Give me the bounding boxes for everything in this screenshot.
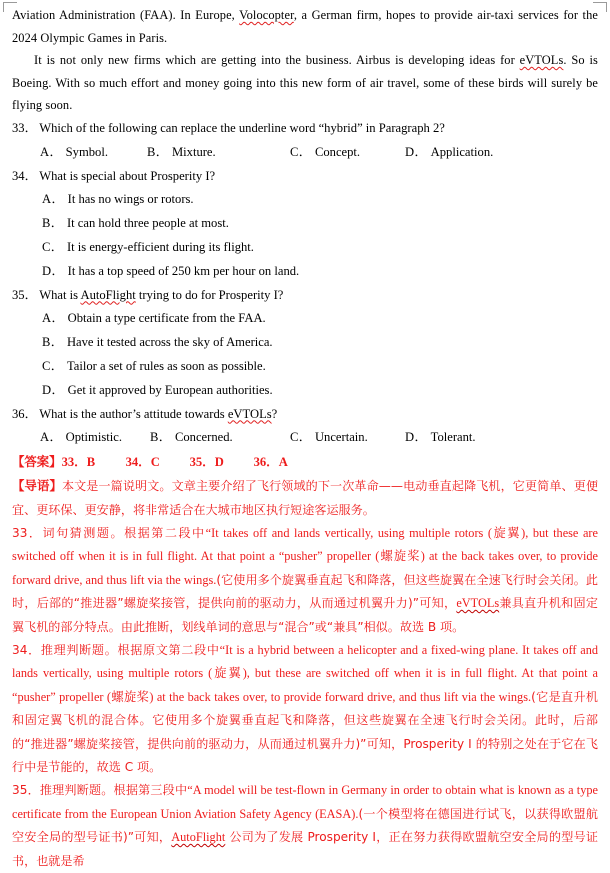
passage2-text-after-spell: . So is Boeing. With so much effort and money going into this new form of air travel, some of these birds will surely be flying soon. (12, 53, 598, 113)
question-33-number: 33． (12, 120, 38, 135)
spellcheck-word-volocopter: Volocopter (239, 8, 294, 22)
option-35-d[interactable]: D． Get it approved by European authorities. (42, 382, 273, 397)
analysis-34-quote-cn: (它是直升机和固定翼飞机的混合体。它使用多个旋翼垂直起飞和降落，但这些旋翼在全速飞行时会关闭。此时，后部的“推进器”螺旋桨接管，提供向前的驱动力，从而通过机翼升力)” (12, 689, 598, 751)
analysis-34-type: 推理判断题。 (40, 642, 118, 657)
analysis-34-lead: 根据原文第二段中 (117, 642, 220, 657)
analysis-33-number: 33． (12, 525, 43, 540)
answer-item-33: 33．B (61, 455, 96, 470)
analysis-35-quote-cn: (一个模型将在德国进行试飞，以获得欧盟航空安全局的型号证书)” (12, 806, 598, 845)
option-35-a[interactable]: A． Obtain a type certificate from the FAA. (42, 311, 266, 326)
answer-section (12, 450, 598, 873)
analysis-35-quote-en: “A model will be test-flown in Germany in order to obtain what is known as a type certificate from the European Union Aviation Safety Agency (EASA). (12, 783, 598, 821)
analysis-35-type: 推理判断题。 (39, 783, 114, 798)
spellcheck-word-autoflight: AutoFlight (80, 287, 136, 302)
analysis-35-tail-post: 公司为了发展 Prosperity I，正在努力获得欧盟航空安全局的型号证书，也就是希 (12, 830, 599, 868)
guide-paragraph (12, 474, 598, 522)
option-36-d[interactable]: D． Tolerant. (405, 430, 476, 445)
analysis-34-number: 34． (12, 642, 41, 657)
question-36-stem-pre: What is the author’s attitude towards (39, 406, 228, 421)
answer-key-tag: 【答案】 (12, 454, 62, 470)
passage-paragraph-2 (12, 49, 598, 117)
question-33 (12, 117, 598, 141)
analysis-34-quote-en: “It is a hybrid between a helicopter and a fixed-wing plane. It takes off and lands vertically, using multiple rotors (旋翼), but these are switched off when it is in full flight. At that point a “pusher” propeller (螺旋桨) at the back takes over, to provide forward drive, and thus lift via the wings. (12, 642, 598, 704)
option-36-a[interactable]: A． Optimistic. (40, 430, 122, 445)
option-34-b[interactable]: B． It can hold three people at most. (42, 216, 229, 231)
option-34-c[interactable]: C． It is energy-efficient during its flight. (42, 239, 254, 254)
option-36-c[interactable]: C． Uncertain. (290, 430, 368, 445)
option-33-d[interactable]: D． Application. (405, 144, 494, 159)
analysis-33-lead: 根据第二段中 (124, 525, 206, 540)
option-35-c[interactable]: C． Tailor a set of rules as soon as possible. (42, 358, 266, 373)
option-36-b[interactable]: B． Concerned. (150, 430, 233, 445)
option-35-b[interactable]: B． Have it tested across the sky of America. (42, 335, 273, 350)
analysis-35-number: 35． (12, 783, 40, 798)
answer-key-line (12, 450, 598, 474)
answer-item-35: 35．D (189, 455, 224, 470)
question-36-number: 36． (12, 406, 38, 421)
question-35 (12, 284, 598, 308)
question-34 (12, 165, 598, 189)
analysis-33-tail-pre: 可知， (419, 596, 457, 611)
question-36 (12, 403, 598, 427)
guide-text: 本文是一篇说明文。文章主要介绍了飞行领域的下一次革命——电动垂直起降飞机，它更简单、更便宜、更环保、更安静，将非常适合在大城市地区执行短途客运服务。 (12, 479, 598, 517)
question-34-stem: What is special about Prosperity I? (39, 168, 216, 183)
question-35-number: 35． (12, 287, 38, 302)
question-33-stem: Which of the following can replace the underline word “hybrid” in Paragraph 2? (39, 120, 445, 135)
analysis-33 (12, 522, 598, 639)
analysis-33-quote-en: “It takes off and lands vertically, using multiple rotors (旋翼), but these are switched off when it is in full flight. At that point a “pusher” propeller (螺旋桨) at the back takes over, to provide forward drive, and thus lift via the wings. (12, 525, 598, 587)
spellcheck-word-evtols-3: eVTOLs (456, 596, 500, 611)
option-33-c[interactable]: C． Concept. (290, 144, 361, 159)
analysis-33-quote-cn: (它使用多个旋翼垂直起飞和降落，但这些旋翼在全速飞行时会关闭。此时，后部的“推进器”螺旋桨接管，提供向前的驱动力，从而通过机翼升力)” (12, 572, 598, 611)
analysis-34 (12, 639, 598, 779)
guide-tag: 【导语】 (12, 478, 62, 494)
answer-item-34: 34．C (125, 455, 160, 470)
option-34-a[interactable]: A． It has no wings or rotors. (42, 192, 194, 207)
analysis-33-type: 词句猜测题。 (42, 525, 125, 540)
answer-item-36: 36．A (253, 455, 288, 470)
passage-text-before-spell: Aviation Administration (FAA). In Europe, (12, 8, 240, 22)
question-34-number: 34． (12, 168, 38, 183)
analysis-34-tail-post: 可知，Prosperity I 的特别之处在于它在飞行中是节能的，故选 C 项。 (12, 736, 599, 774)
analysis-35-lead: 根据第三段中 (113, 783, 188, 798)
analysis-33-tail-post: 兼具直升机和固定翼飞机的部分特点。由此推断，划线单词的意思与“混合”或“兼具”相似。故选 B 项。 (12, 596, 598, 634)
option-34-d[interactable]: D． It has a top speed of 250 km per hour on land. (42, 263, 300, 278)
spellcheck-word-evtols: eVTOLs (519, 53, 564, 68)
question-35-stem-post: trying to do for Prosperity I? (135, 287, 284, 302)
passage-paragraph-1 (12, 4, 598, 49)
question-36-options (12, 426, 598, 450)
question-36-stem-post: ? (271, 406, 278, 421)
passage2-text-before-spell: It is not only new firms which are getting into the business. Airbus is developing ideas for (34, 53, 520, 68)
option-33-b[interactable]: B． Mixture. (147, 144, 216, 159)
analysis-35-tail-pre: 可知， (134, 830, 172, 845)
spellcheck-word-evtols-2: eVTOLs (227, 406, 272, 421)
spellcheck-word-autoflight-2: AutoFlight (171, 830, 226, 845)
analysis-35 (12, 779, 598, 873)
option-33-a[interactable]: A． Symbol. (40, 144, 108, 159)
passage-text-after-spell: , a German firm, hopes to provide air-taxi services for the 2024 Olympic Games in Paris. (12, 8, 598, 45)
question-33-options (12, 141, 598, 165)
question-35-stem-pre: What is (39, 287, 81, 302)
